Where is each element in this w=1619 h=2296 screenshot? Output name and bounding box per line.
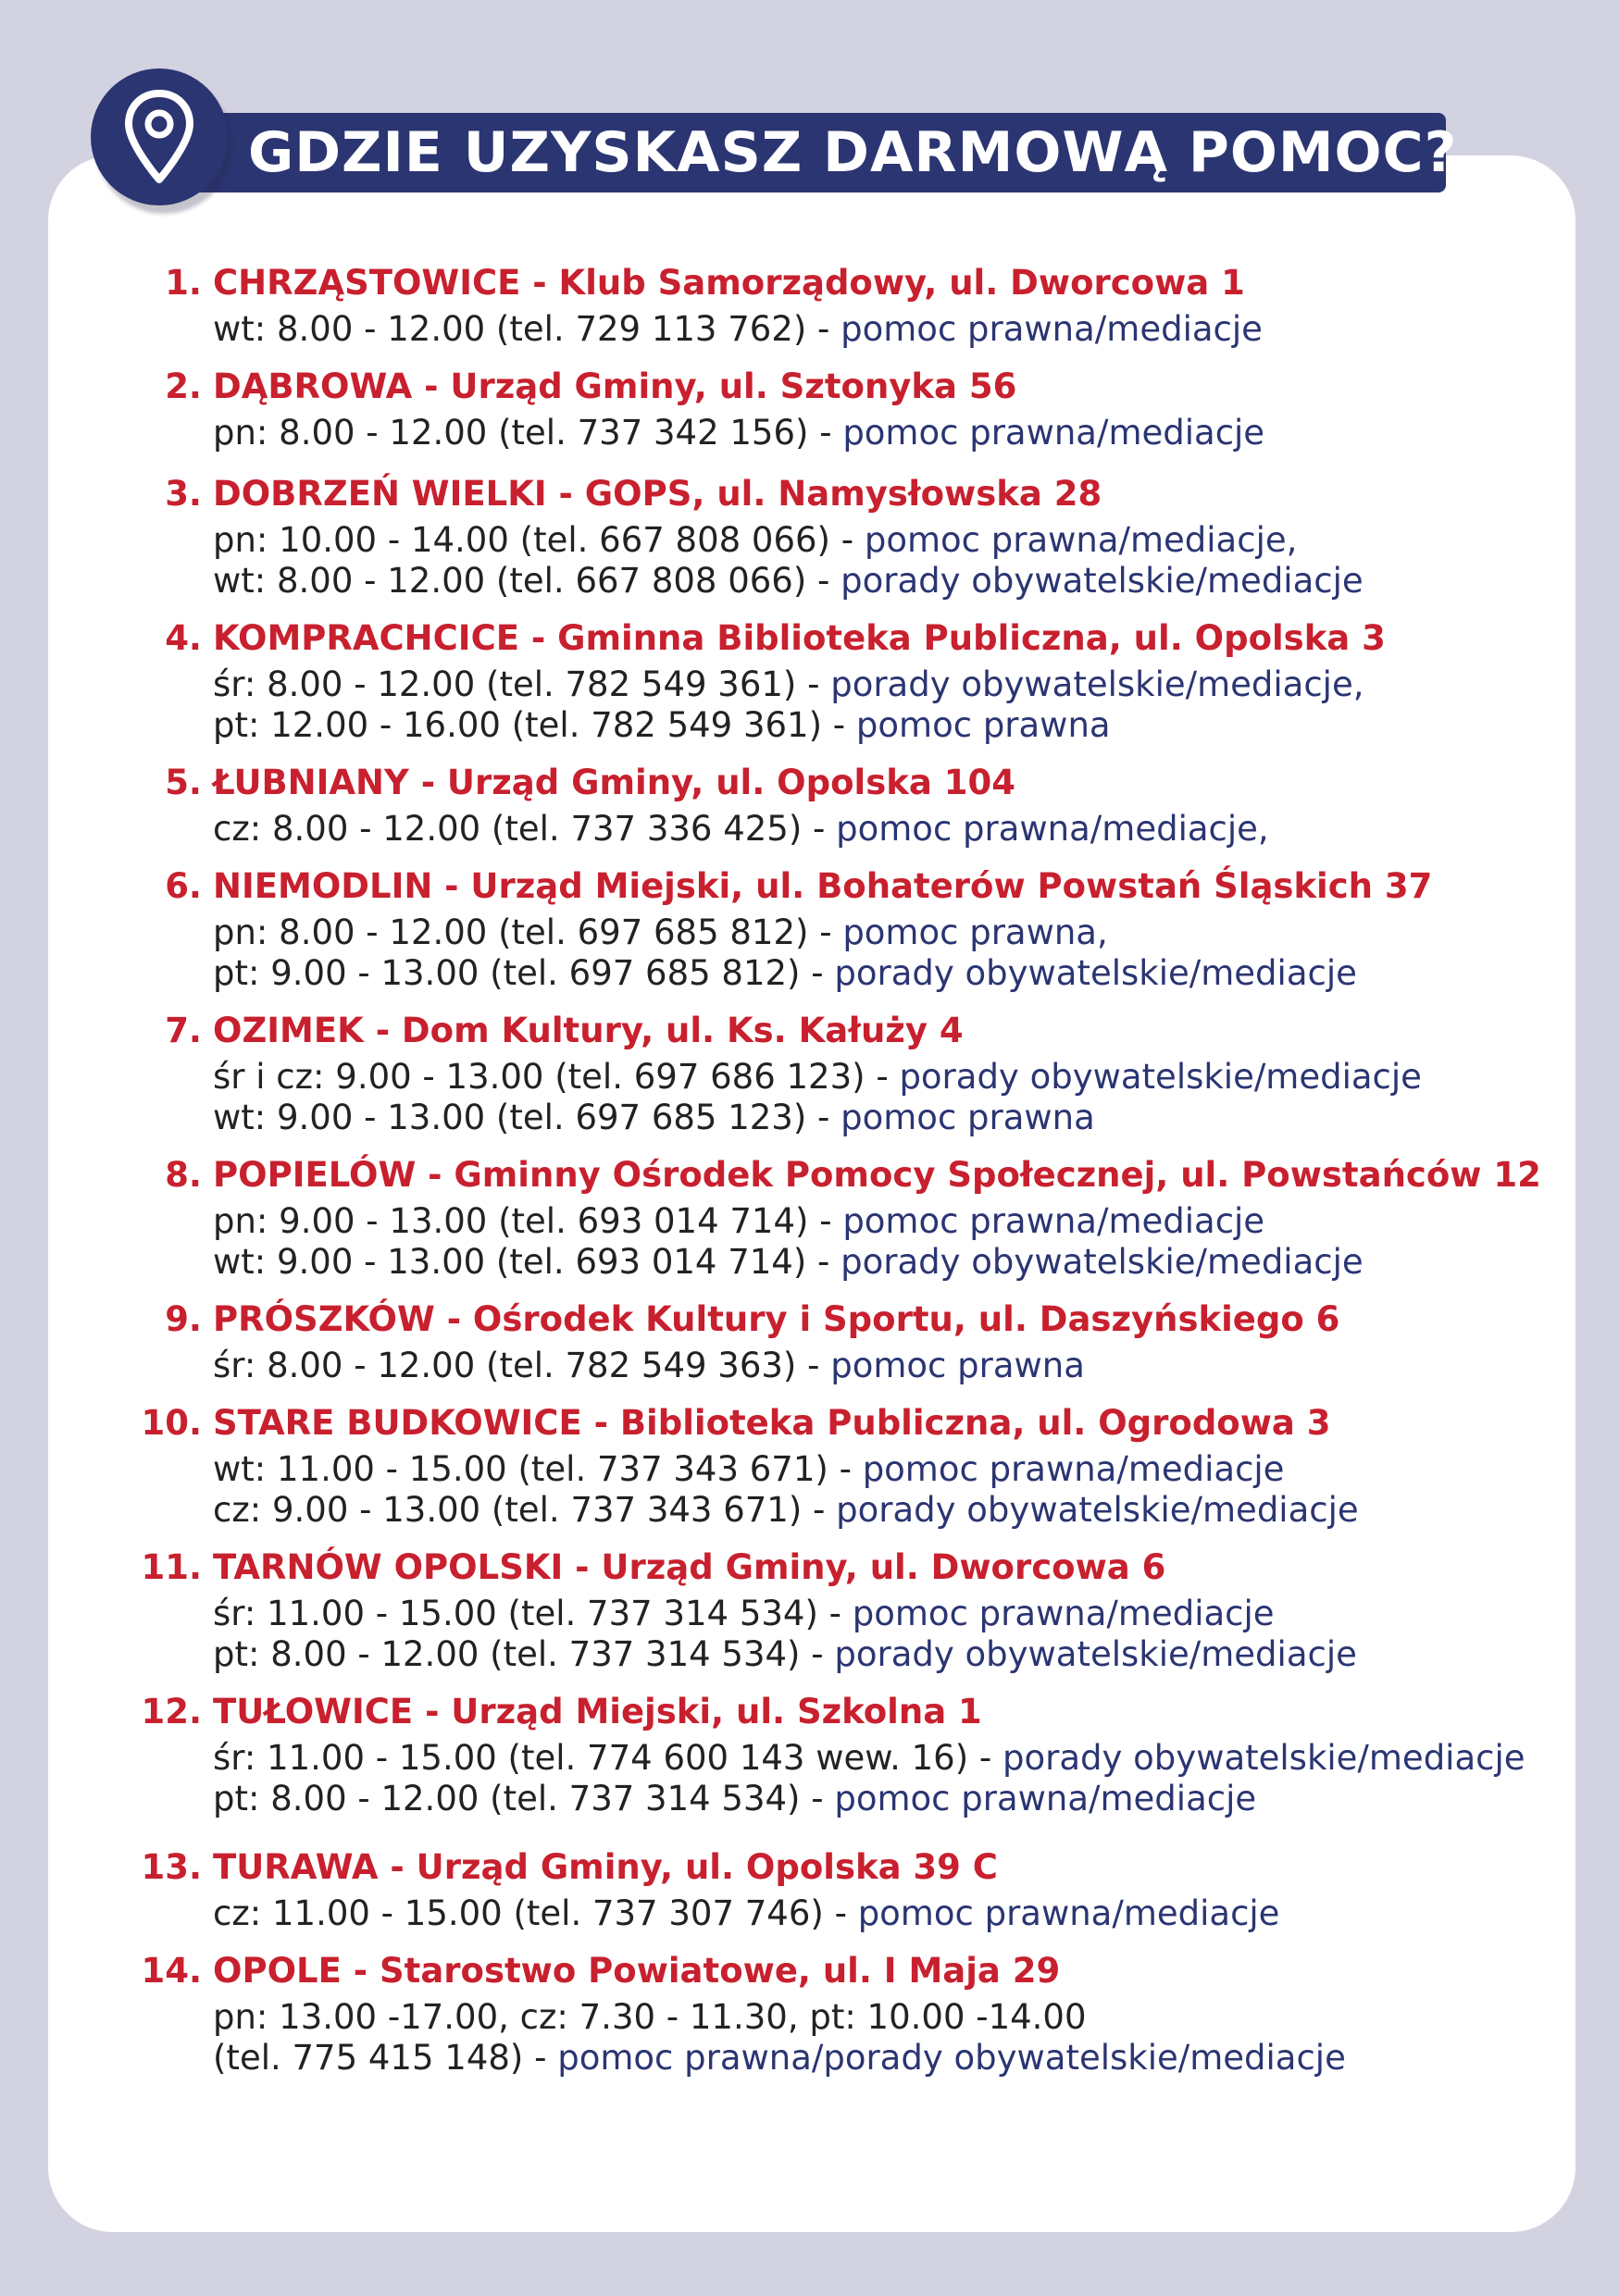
service-type: pomoc prawna/mediacje — [834, 1779, 1257, 1818]
location-heading — [130, 1544, 1555, 1592]
location-heading — [130, 1151, 1555, 1199]
hours-text: pt: 12.00 - 16.00 (tel. 782 549 361) - — [213, 705, 856, 745]
location-heading — [130, 863, 1555, 911]
location-details — [202, 1346, 1555, 1386]
location-number: 8. — [165, 1155, 202, 1195]
service-type: porady obywatelskie/mediacje — [841, 561, 1364, 601]
location-heading — [130, 1688, 1555, 1736]
location-heading — [130, 259, 1555, 307]
hours-text: wt: 8.00 - 12.00 (tel. 667 808 066) - — [213, 561, 841, 601]
hours-text: cz: 9.00 - 13.00 (tel. 737 343 671) - — [213, 1490, 837, 1530]
location-heading — [130, 1296, 1555, 1344]
list-item — [130, 1947, 1555, 2079]
hours-text: wt: 8.00 - 12.00 (tel. 729 113 762) - — [213, 309, 841, 349]
location-title: DĄBROWA - Urząd Gminy, ul. Sztonyka 56 — [213, 366, 1017, 406]
hours-text: (tel. 775 415 148) - — [213, 2038, 558, 2078]
service-type: porady obywatelskie/mediacje — [836, 1490, 1359, 1530]
location-number: 11. — [141, 1547, 202, 1587]
hours-text: wt: 9.00 - 13.00 (tel. 697 685 123) - — [213, 1098, 841, 1137]
location-title: CHRZĄSTOWICE - Klub Samorządowy, ul. Dworcowa 1 — [213, 263, 1245, 303]
hours-line — [213, 1098, 1555, 1138]
hours-line — [213, 705, 1555, 746]
hours-text: pn: 10.00 - 14.00 (tel. 667 808 066) - — [213, 520, 865, 560]
hours-line — [213, 1201, 1555, 1242]
hours-text: śr: 11.00 - 15.00 (tel. 737 314 534) - — [213, 1594, 853, 1633]
hours-text: pt: 8.00 - 12.00 (tel. 737 314 534) - — [213, 1779, 835, 1818]
location-number: 4. — [165, 618, 202, 658]
location-title: KOMPRACHCICE - Gminna Biblioteka Publiczna, ul. Opolska 3 — [213, 618, 1386, 658]
service-type: pomoc prawna/mediacje — [842, 413, 1265, 453]
list-item — [130, 863, 1555, 994]
location-badge — [91, 68, 228, 205]
hours-line — [213, 1738, 1555, 1779]
list-item — [130, 1843, 1555, 1934]
location-title: TURAWA - Urząd Gminy, ul. Opolska 39 C — [213, 1847, 998, 1887]
hours-text: pn: 9.00 - 13.00 (tel. 693 014 714) - — [213, 1201, 843, 1241]
list-item — [130, 259, 1555, 350]
service-type: pomoc prawna/mediacje — [852, 1594, 1275, 1633]
service-type: porady obywatelskie/mediacje — [1003, 1738, 1526, 1778]
location-title: ŁUBNIANY - Urząd Gminy, ul. Opolska 104 — [213, 763, 1015, 802]
location-heading — [130, 1843, 1555, 1892]
service-type: pomoc prawna/mediacje, — [836, 809, 1269, 849]
hours-text: pt: 9.00 - 13.00 (tel. 697 685 812) - — [213, 953, 835, 993]
location-details — [202, 809, 1555, 850]
service-type: pomoc prawna/mediacje, — [864, 520, 1298, 560]
hours-text: cz: 8.00 - 12.00 (tel. 737 336 425) - — [213, 809, 837, 849]
location-heading — [130, 614, 1555, 663]
list-item — [130, 1544, 1555, 1675]
service-type: pomoc prawna/mediacje — [862, 1449, 1285, 1489]
hours-line — [213, 413, 1555, 453]
location-number: 13. — [141, 1847, 202, 1887]
location-heading — [130, 759, 1555, 807]
hours-line — [213, 520, 1555, 561]
service-type: pomoc prawna/mediacje — [842, 1201, 1265, 1241]
location-number: 9. — [165, 1299, 202, 1339]
location-number: 12. — [141, 1692, 202, 1731]
location-heading — [130, 1007, 1555, 1055]
list-item — [130, 470, 1555, 602]
hours-line — [213, 2038, 1555, 2079]
location-details — [202, 1997, 1555, 2079]
location-details — [202, 1201, 1555, 1283]
hours-text: pn: 8.00 - 12.00 (tel. 737 342 156) - — [213, 413, 843, 453]
location-title: OPOLE - Starostwo Powiatowe, ul. I Maja 29 — [213, 1951, 1061, 1991]
location-details — [202, 1738, 1555, 1819]
hours-text: śr: 8.00 - 12.00 (tel. 782 549 363) - — [213, 1346, 831, 1385]
hours-line — [213, 1997, 1555, 2038]
hours-line — [213, 1242, 1555, 1283]
list-item — [130, 1007, 1555, 1138]
service-type: pomoc prawna, — [842, 912, 1108, 952]
hours-line — [213, 1057, 1555, 1098]
location-number: 7. — [165, 1011, 202, 1050]
hours-line — [213, 809, 1555, 850]
hours-text: śr: 8.00 - 12.00 (tel. 782 549 361) - — [213, 664, 831, 704]
location-details — [202, 413, 1555, 453]
service-type: pomoc prawna/porady obywatelskie/mediacje — [557, 2038, 1346, 2078]
hours-line — [213, 309, 1555, 350]
list-item — [130, 1399, 1555, 1531]
hours-line — [213, 1490, 1555, 1531]
location-number: 2. — [165, 366, 202, 406]
hours-line — [213, 561, 1555, 602]
hours-line — [213, 1634, 1555, 1675]
location-details — [202, 1594, 1555, 1675]
service-type: pomoc prawna/mediacje — [857, 1893, 1280, 1933]
location-title: PRÓSZKÓW - Ośrodek Kultury i Sportu, ul. Daszyńskiego 6 — [213, 1299, 1340, 1339]
location-number: 5. — [165, 763, 202, 802]
location-title: POPIELÓW - Gminny Ośrodek Pomocy Społecznej, ul. Powstańców 12 — [213, 1155, 1541, 1195]
page-title: GDZIE UZYSKASZ DARMOWĄ POMOC? — [248, 120, 1458, 185]
location-heading — [130, 1399, 1555, 1447]
location-title: DOBRZEŃ WIELKI - GOPS, ul. Namysłowska 28 — [213, 474, 1102, 514]
list-item — [130, 614, 1555, 746]
service-type: porady obywatelskie/mediacje — [834, 1634, 1357, 1674]
location-number: 14. — [141, 1951, 202, 1991]
service-type: porady obywatelskie/mediacje — [834, 953, 1357, 993]
location-details — [202, 912, 1555, 994]
location-details — [202, 309, 1555, 350]
hours-line — [213, 953, 1555, 994]
hours-text: pn: 8.00 - 12.00 (tel. 697 685 812) - — [213, 912, 843, 952]
location-pin-icon — [123, 89, 195, 185]
location-title: NIEMODLIN - Urząd Miejski, ul. Bohaterów Powstań Śląskich 37 — [213, 866, 1433, 906]
location-number: 6. — [165, 866, 202, 906]
hours-line — [213, 1779, 1555, 1819]
hours-line — [213, 1594, 1555, 1634]
location-heading — [130, 363, 1555, 411]
location-details — [202, 1893, 1555, 1934]
list-item — [130, 1688, 1555, 1819]
location-details — [202, 520, 1555, 602]
location-heading — [130, 1947, 1555, 1995]
location-title: TUŁOWICE - Urząd Miejski, ul. Szkolna 1 — [213, 1692, 982, 1731]
service-type: porady obywatelskie/mediacje — [841, 1242, 1364, 1282]
hours-line — [213, 1893, 1555, 1934]
hours-line — [213, 912, 1555, 953]
service-type: porady obywatelskie/mediacje — [899, 1057, 1422, 1097]
hours-text: śr: 11.00 - 15.00 (tel. 774 600 143 wew. 16) - — [213, 1738, 1003, 1778]
list-item — [130, 1296, 1555, 1386]
service-type: pomoc prawna — [841, 1098, 1095, 1137]
service-type: pomoc prawna — [830, 1346, 1085, 1385]
location-title: OZIMEK - Dom Kultury, ul. Ks. Kałuży 4 — [213, 1011, 964, 1050]
service-type: porady obywatelskie/mediacje, — [830, 664, 1364, 704]
hours-text: pt: 8.00 - 12.00 (tel. 737 314 534) - — [213, 1634, 835, 1674]
location-details — [202, 1449, 1555, 1531]
hours-text: wt: 9.00 - 13.00 (tel. 693 014 714) - — [213, 1242, 841, 1282]
hours-line — [213, 1449, 1555, 1490]
list-item — [130, 759, 1555, 850]
location-details — [202, 664, 1555, 746]
hours-line — [213, 1346, 1555, 1386]
location-number: 3. — [165, 474, 202, 514]
hours-text: śr i cz: 9.00 - 13.00 (tel. 697 686 123) - — [213, 1057, 900, 1097]
hours-text: wt: 11.00 - 15.00 (tel. 737 343 671) - — [213, 1449, 863, 1489]
service-type: pomoc prawna — [855, 705, 1111, 745]
location-heading — [130, 470, 1555, 518]
location-title: TARNÓW OPOLSKI - Urząd Gminy, ul. Dworcowa 6 — [213, 1547, 1166, 1587]
location-title: STARE BUDKOWICE - Biblioteka Publiczna, ul. Ogrodowa 3 — [213, 1403, 1331, 1443]
location-details — [202, 1057, 1555, 1138]
hours-text: cz: 11.00 - 15.00 (tel. 737 307 746) - — [213, 1893, 858, 1933]
location-number: 10. — [141, 1403, 202, 1443]
list-item — [130, 1151, 1555, 1283]
hours-line — [213, 664, 1555, 705]
locations-list — [130, 259, 1555, 2091]
service-type: pomoc prawna/mediacje — [841, 309, 1263, 349]
location-number: 1. — [165, 263, 202, 303]
hours-text: pn: 13.00 -17.00, cz: 7.30 - 11.30, pt: 10.00 -14.00 — [213, 1997, 1087, 2037]
list-item — [130, 363, 1555, 453]
